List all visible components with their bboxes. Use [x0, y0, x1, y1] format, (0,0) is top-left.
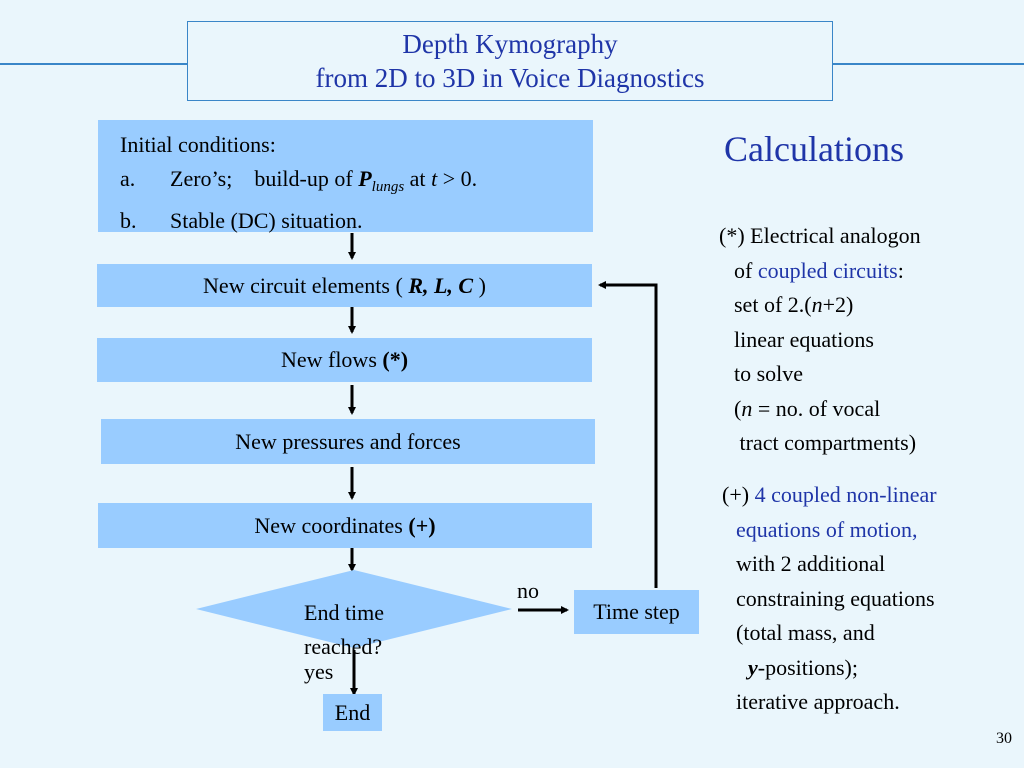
plus-positions: -positions);	[757, 654, 858, 680]
p-symbol: P	[358, 166, 372, 191]
star-paren: (	[734, 395, 742, 421]
star-note	[719, 219, 921, 461]
plus-line-7: iterative approach.	[736, 689, 900, 714]
star-line-1: (*) Electrical analogon	[719, 223, 921, 248]
decision-line-2: reached?	[304, 634, 383, 659]
yes-label: yes	[304, 659, 334, 684]
plus-coupled: 4 coupled non-linear	[754, 482, 937, 507]
y-symbol: y	[748, 654, 758, 680]
initial-conditions-box	[98, 120, 593, 232]
title-line-2: from 2D to 3D in Voice Diagnostics	[315, 63, 705, 93]
star-setof: set of 2.(	[734, 292, 812, 317]
item-b-label: b.	[120, 208, 137, 233]
circuit-text: New circuit elements (	[203, 272, 409, 298]
end-text: End	[334, 699, 371, 725]
plus-line-2: equations of motion,	[736, 516, 918, 542]
time-step-box	[574, 590, 699, 634]
item-b-text: Stable (DC) situation.	[170, 208, 363, 233]
coordinates-box	[98, 503, 592, 548]
initial-item-b	[120, 204, 593, 238]
time-step-text: Time step	[593, 599, 680, 624]
flows-text: New flows	[280, 347, 383, 372]
item-a-text: Zero’s; build-up of	[170, 166, 359, 191]
plus-note	[722, 478, 937, 720]
plus-line-3: with 2 additional	[736, 551, 886, 576]
star-line-3	[719, 288, 921, 323]
new-flows-box	[97, 338, 592, 382]
coupled-circuits-text: coupled circuits	[757, 257, 898, 283]
star-line-5: to solve	[734, 361, 804, 386]
arrow-timestep-loop	[600, 285, 656, 588]
plus-line-5: (total mass, and	[736, 620, 875, 645]
decision-line-1: End time	[304, 600, 385, 625]
star-of: of	[734, 257, 758, 283]
star-vocal: = no. of vocal	[752, 395, 881, 421]
circuit-elements-box	[97, 264, 592, 307]
star-n2: n	[741, 395, 753, 421]
item-a-cond: > 0.	[437, 166, 478, 191]
star-line-4: linear equations	[734, 326, 874, 352]
t-symbol: t	[431, 166, 438, 191]
rlc-symbols: R, L, C	[408, 272, 474, 298]
plus-line-6	[722, 651, 937, 686]
star-colon: :	[897, 257, 904, 283]
star-line-2	[719, 254, 921, 289]
plus-line-1	[722, 478, 937, 513]
initial-heading: Initial conditions:	[120, 132, 276, 157]
pressures-box	[101, 419, 595, 464]
decision-text	[304, 596, 384, 664]
initial-item-a	[120, 162, 593, 204]
star-line-6	[719, 392, 921, 427]
lungs-subscript: lungs	[371, 179, 405, 195]
no-label: no	[517, 578, 539, 603]
star-plus2: +2)	[822, 292, 854, 317]
pressures-text: New pressures and forces	[235, 428, 461, 454]
star-n: n	[811, 292, 823, 317]
plus-marker: (+)	[722, 482, 755, 507]
flows-marker: (*)	[382, 347, 409, 372]
calculations-heading: Calculations	[724, 129, 904, 169]
circuit-close: )	[473, 272, 486, 298]
plus-line-4: constraining equations	[736, 585, 935, 611]
coordinates-marker: (+)	[408, 512, 436, 538]
star-line-7: tract compartments)	[734, 430, 917, 455]
item-a-at: at	[404, 166, 432, 191]
title-line-1: Depth Kymography	[402, 29, 618, 59]
end-box	[323, 694, 382, 731]
item-a-label: a.	[120, 166, 136, 191]
page-number: 30	[996, 730, 1012, 747]
coordinates-text: New coordinates	[254, 512, 409, 538]
